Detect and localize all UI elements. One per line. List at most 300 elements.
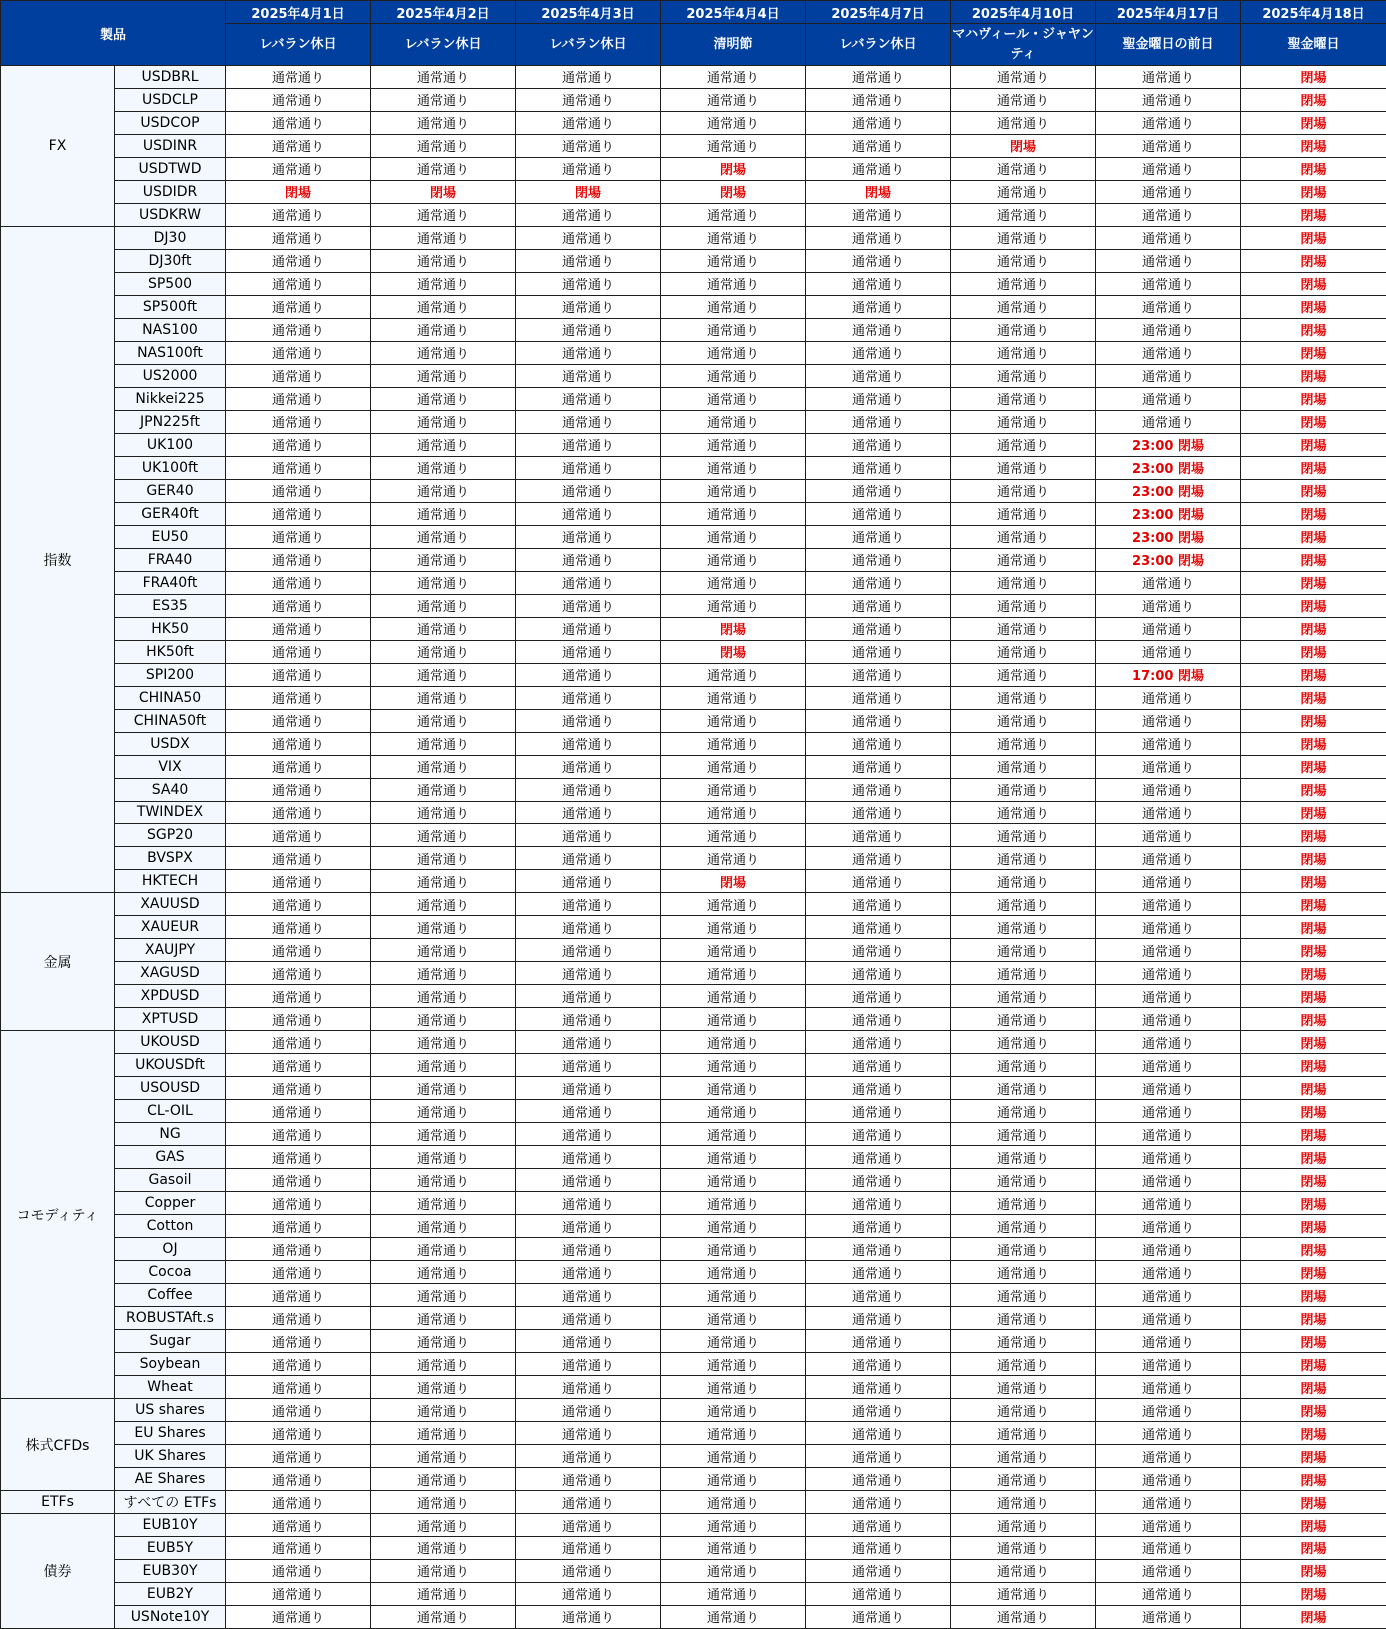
status-closed-cell: 閉場 (1241, 870, 1386, 893)
status-normal-cell: 通常通り (371, 548, 516, 571)
status-normal-cell: 通常通り (806, 525, 951, 548)
table-row (1, 1330, 1386, 1353)
status-normal-cell: 通常通り (516, 985, 661, 1008)
status-closed-cell: 閉場 (1241, 525, 1386, 548)
product-cell: EU Shares (115, 1422, 226, 1445)
status-normal-cell: 通常通り (516, 1491, 661, 1514)
status-closed-cell: 閉場 (1241, 1215, 1386, 1238)
status-normal-cell: 通常通り (226, 1445, 371, 1468)
table-row (1, 847, 1386, 870)
status-normal-cell: 通常通り (661, 1559, 806, 1582)
status-normal-cell: 通常通り (1096, 387, 1241, 410)
status-normal-cell: 通常通り (226, 387, 371, 410)
status-normal-cell: 通常通り (951, 1123, 1096, 1146)
status-normal-cell: 通常通り (951, 1054, 1096, 1077)
status-closed-cell: 閉場 (1241, 66, 1386, 89)
status-normal-cell: 通常通り (951, 870, 1096, 893)
status-normal-cell: 通常通り (806, 709, 951, 732)
table-row (1, 1215, 1386, 1238)
status-normal-cell: 通常通り (371, 203, 516, 226)
status-normal-cell: 通常通り (226, 870, 371, 893)
date-header: 2025年4月7日 (806, 1, 951, 24)
status-normal-cell: 通常通り (516, 571, 661, 594)
status-normal-cell: 通常通り (806, 226, 951, 249)
product-cell: DJ30 (115, 226, 226, 249)
status-closed-cell: 23:00 閉場 (1096, 456, 1241, 479)
status-normal-cell: 通常通り (661, 226, 806, 249)
table-row (1, 1559, 1386, 1582)
table-row (1, 410, 1386, 433)
status-closed-cell: 閉場 (1241, 1008, 1386, 1031)
table-row (1, 1537, 1386, 1560)
status-normal-cell: 通常通り (516, 1559, 661, 1582)
status-normal-cell: 通常通り (371, 479, 516, 502)
status-normal-cell: 通常通り (226, 272, 371, 295)
status-normal-cell: 通常通り (951, 1399, 1096, 1422)
status-normal-cell: 通常通り (226, 1582, 371, 1605)
product-cell: SA40 (115, 778, 226, 801)
status-normal-cell: 通常通り (661, 1077, 806, 1100)
status-normal-cell: 通常通り (661, 801, 806, 824)
status-normal-cell: 通常通り (951, 1491, 1096, 1514)
product-cell: USDINR (115, 134, 226, 157)
status-normal-cell: 通常通り (371, 847, 516, 870)
status-normal-cell: 通常通り (516, 617, 661, 640)
status-normal-cell: 通常通り (226, 916, 371, 939)
status-normal-cell: 通常通り (371, 1605, 516, 1628)
status-normal-cell: 通常通り (951, 847, 1096, 870)
status-normal-cell: 通常通り (1096, 1491, 1241, 1514)
status-normal-cell: 通常通り (516, 1100, 661, 1123)
status-normal-cell: 通常通り (516, 318, 661, 341)
status-normal-cell: 通常通り (371, 962, 516, 985)
status-normal-cell: 通常通り (371, 617, 516, 640)
table-row (1, 686, 1386, 709)
status-normal-cell: 通常通り (1096, 134, 1241, 157)
status-normal-cell: 通常通り (951, 456, 1096, 479)
status-closed-cell: 23:00 閉場 (1096, 525, 1241, 548)
status-normal-cell: 通常通り (226, 1353, 371, 1376)
status-normal-cell: 通常通り (661, 916, 806, 939)
status-normal-cell: 通常通り (951, 1238, 1096, 1261)
product-cell: Cocoa (115, 1261, 226, 1284)
status-closed-cell: 23:00 閉場 (1096, 433, 1241, 456)
status-normal-cell: 通常通り (1096, 1077, 1241, 1100)
status-closed-cell: 閉場 (661, 640, 806, 663)
status-closed-cell: 閉場 (1241, 226, 1386, 249)
status-normal-cell: 通常通り (661, 1468, 806, 1491)
status-closed-cell: 閉場 (1241, 364, 1386, 387)
product-cell: XAGUSD (115, 962, 226, 985)
status-normal-cell: 通常通り (951, 1353, 1096, 1376)
status-normal-cell: 通常通り (806, 1238, 951, 1261)
status-normal-cell: 通常通り (226, 88, 371, 111)
product-cell: BVSPX (115, 847, 226, 870)
status-normal-cell: 通常通り (661, 318, 806, 341)
status-normal-cell: 通常通り (1096, 88, 1241, 111)
status-normal-cell: 通常通り (951, 778, 1096, 801)
status-closed-cell: 閉場 (1241, 318, 1386, 341)
status-normal-cell: 通常通り (516, 456, 661, 479)
status-normal-cell: 通常通り (1096, 1559, 1241, 1582)
status-normal-cell: 通常通り (371, 456, 516, 479)
category-cell: コモディティ (1, 1031, 115, 1399)
status-normal-cell: 通常通り (226, 479, 371, 502)
status-normal-cell: 通常通り (226, 226, 371, 249)
product-cell: NG (115, 1123, 226, 1146)
status-closed-cell: 閉場 (1241, 1169, 1386, 1192)
status-normal-cell: 通常通り (661, 272, 806, 295)
status-normal-cell: 通常通り (951, 1605, 1096, 1628)
status-normal-cell: 通常通り (661, 1537, 806, 1560)
status-closed-cell: 閉場 (1241, 663, 1386, 686)
status-normal-cell: 通常通り (226, 111, 371, 134)
status-normal-cell: 通常通り (226, 824, 371, 847)
date-header: 2025年4月4日 (661, 1, 806, 24)
status-normal-cell: 通常通り (806, 939, 951, 962)
status-normal-cell: 通常通り (226, 755, 371, 778)
status-closed-cell: 閉場 (1241, 502, 1386, 525)
table-row (1, 663, 1386, 686)
status-normal-cell: 通常通り (226, 410, 371, 433)
product-cell: Coffee (115, 1284, 226, 1307)
status-normal-cell: 通常通り (371, 1514, 516, 1537)
table-row (1, 226, 1386, 249)
status-normal-cell: 通常通り (806, 916, 951, 939)
status-normal-cell: 通常通り (516, 272, 661, 295)
status-normal-cell: 通常通り (661, 709, 806, 732)
status-normal-cell: 通常通り (1096, 1605, 1241, 1628)
status-normal-cell: 通常通り (226, 1399, 371, 1422)
status-normal-cell: 通常通り (516, 1008, 661, 1031)
table-row (1, 1261, 1386, 1284)
status-normal-cell: 通常通り (371, 364, 516, 387)
status-closed-cell: 閉場 (1241, 893, 1386, 916)
table-row (1, 1238, 1386, 1261)
status-closed-cell: 23:00 閉場 (1096, 479, 1241, 502)
status-normal-cell: 通常通り (371, 66, 516, 89)
status-normal-cell: 通常通り (951, 1330, 1096, 1353)
status-normal-cell: 通常通り (951, 1192, 1096, 1215)
date-header: 2025年4月1日 (226, 1, 371, 24)
status-normal-cell: 通常通り (1096, 1422, 1241, 1445)
status-normal-cell: 通常通り (371, 1123, 516, 1146)
table-row (1, 916, 1386, 939)
status-closed-cell: 閉場 (1241, 617, 1386, 640)
status-normal-cell: 通常通り (371, 111, 516, 134)
status-normal-cell: 通常通り (806, 364, 951, 387)
product-cell: HK50 (115, 617, 226, 640)
status-normal-cell: 通常通り (806, 387, 951, 410)
status-normal-cell: 通常通り (661, 1261, 806, 1284)
status-normal-cell: 通常通り (1096, 1008, 1241, 1031)
status-normal-cell: 通常通り (661, 548, 806, 571)
status-normal-cell: 通常通り (1096, 1353, 1241, 1376)
status-normal-cell: 通常通り (371, 1582, 516, 1605)
status-normal-cell: 通常通り (226, 1605, 371, 1628)
status-normal-cell: 通常通り (1096, 1192, 1241, 1215)
status-normal-cell: 通常通り (226, 548, 371, 571)
status-normal-cell: 通常通り (661, 962, 806, 985)
status-normal-cell: 通常通り (371, 1445, 516, 1468)
status-normal-cell: 通常通り (1096, 341, 1241, 364)
status-normal-cell: 通常通り (1096, 709, 1241, 732)
status-normal-cell: 通常通り (1096, 1537, 1241, 1560)
table-row (1, 571, 1386, 594)
status-normal-cell: 通常通り (516, 157, 661, 180)
status-normal-cell: 通常通り (1096, 318, 1241, 341)
status-normal-cell: 通常通り (371, 134, 516, 157)
status-normal-cell: 通常通り (806, 1399, 951, 1422)
product-cell: Cotton (115, 1215, 226, 1238)
status-normal-cell: 通常通り (806, 410, 951, 433)
status-normal-cell: 通常通り (951, 824, 1096, 847)
status-closed-cell: 閉場 (1241, 1353, 1386, 1376)
status-normal-cell: 通常通り (371, 525, 516, 548)
status-normal-cell: 通常通り (661, 1031, 806, 1054)
status-closed-cell: 閉場 (1241, 1054, 1386, 1077)
status-closed-cell: 閉場 (1241, 1284, 1386, 1307)
status-closed-cell: 閉場 (1241, 1031, 1386, 1054)
status-normal-cell: 通常通り (226, 341, 371, 364)
status-normal-cell: 通常通り (661, 1238, 806, 1261)
status-closed-cell: 閉場 (1241, 824, 1386, 847)
status-normal-cell: 通常通り (951, 525, 1096, 548)
status-normal-cell: 通常通り (806, 962, 951, 985)
product-cell: USDTWD (115, 157, 226, 180)
status-normal-cell: 通常通り (1096, 755, 1241, 778)
status-normal-cell: 通常通り (661, 985, 806, 1008)
status-normal-cell: 通常通り (951, 571, 1096, 594)
table-row (1, 548, 1386, 571)
status-normal-cell: 通常通り (371, 1031, 516, 1054)
status-normal-cell: 通常通り (516, 778, 661, 801)
table-row (1, 1605, 1386, 1628)
status-normal-cell: 通常通り (806, 1491, 951, 1514)
status-normal-cell: 通常通り (1096, 1445, 1241, 1468)
status-normal-cell: 通常通り (951, 617, 1096, 640)
status-normal-cell: 通常通り (806, 1284, 951, 1307)
status-closed-cell: 閉場 (371, 180, 516, 203)
product-cell: SP500 (115, 272, 226, 295)
status-normal-cell: 通常通り (661, 364, 806, 387)
status-normal-cell: 通常通り (371, 1261, 516, 1284)
date-header: 2025年4月3日 (516, 1, 661, 24)
status-normal-cell: 通常通り (516, 1146, 661, 1169)
status-normal-cell: 通常通り (516, 709, 661, 732)
product-cell: FRA40ft (115, 571, 226, 594)
status-closed-cell: 閉場 (1241, 272, 1386, 295)
status-normal-cell: 通常通り (1096, 778, 1241, 801)
status-normal-cell: 通常通り (516, 1468, 661, 1491)
status-normal-cell: 通常通り (226, 1514, 371, 1537)
status-normal-cell: 通常通り (516, 410, 661, 433)
status-normal-cell: 通常通り (806, 456, 951, 479)
holiday-name-header: 聖金曜日 (1241, 24, 1386, 66)
product-cell: Gasoil (115, 1169, 226, 1192)
status-closed-cell: 閉場 (1241, 755, 1386, 778)
status-closed-cell: 閉場 (1241, 1491, 1386, 1514)
status-closed-cell: 閉場 (1241, 433, 1386, 456)
table-row (1, 1054, 1386, 1077)
status-normal-cell: 通常通り (371, 272, 516, 295)
status-normal-cell: 通常通り (951, 88, 1096, 111)
status-normal-cell: 通常通り (1096, 1330, 1241, 1353)
product-cell: FRA40 (115, 548, 226, 571)
status-closed-cell: 閉場 (1241, 1123, 1386, 1146)
status-normal-cell: 通常通り (806, 318, 951, 341)
status-normal-cell: 通常通り (226, 1284, 371, 1307)
status-normal-cell: 通常通り (226, 433, 371, 456)
product-cell: Nikkei225 (115, 387, 226, 410)
status-closed-cell: 閉場 (1241, 456, 1386, 479)
status-normal-cell: 通常通り (371, 433, 516, 456)
status-normal-cell: 通常通り (226, 617, 371, 640)
status-closed-cell: 閉場 (1241, 1238, 1386, 1261)
status-normal-cell: 通常通り (661, 502, 806, 525)
status-normal-cell: 通常通り (226, 640, 371, 663)
status-normal-cell: 通常通り (226, 295, 371, 318)
product-cell: HKTECH (115, 870, 226, 893)
table-row (1, 1077, 1386, 1100)
status-normal-cell: 通常通り (806, 1192, 951, 1215)
table-row (1, 318, 1386, 341)
status-closed-cell: 閉場 (1241, 134, 1386, 157)
table-row (1, 801, 1386, 824)
status-normal-cell: 通常通り (951, 295, 1096, 318)
product-cell: USDCOP (115, 111, 226, 134)
status-normal-cell: 通常通り (516, 1537, 661, 1560)
table-row (1, 134, 1386, 157)
status-closed-cell: 閉場 (1241, 1422, 1386, 1445)
status-normal-cell: 通常通り (661, 1514, 806, 1537)
product-cell: OJ (115, 1238, 226, 1261)
status-normal-cell: 通常通り (951, 1261, 1096, 1284)
table-row (1, 66, 1386, 89)
status-normal-cell: 通常通り (806, 341, 951, 364)
status-normal-cell: 通常通り (226, 157, 371, 180)
status-normal-cell: 通常通り (951, 249, 1096, 272)
product-cell: USNote10Y (115, 1605, 226, 1628)
status-closed-cell: 23:00 閉場 (1096, 502, 1241, 525)
status-normal-cell: 通常通り (806, 502, 951, 525)
status-normal-cell: 通常通り (1096, 1031, 1241, 1054)
status-normal-cell: 通常通り (661, 1605, 806, 1628)
status-normal-cell: 通常通り (371, 640, 516, 663)
status-normal-cell: 通常通り (516, 433, 661, 456)
status-normal-cell: 通常通り (371, 594, 516, 617)
status-closed-cell: 閉場 (1241, 1468, 1386, 1491)
category-cell: 株式CFDs (1, 1399, 115, 1491)
status-closed-cell: 閉場 (1241, 548, 1386, 571)
product-cell: NAS100ft (115, 341, 226, 364)
table-row (1, 1445, 1386, 1468)
table-row (1, 1031, 1386, 1054)
status-closed-cell: 閉場 (1241, 732, 1386, 755)
status-normal-cell: 通常通り (516, 1582, 661, 1605)
status-normal-cell: 通常通り (661, 1422, 806, 1445)
status-normal-cell: 通常通り (226, 686, 371, 709)
product-cell: EU50 (115, 525, 226, 548)
status-normal-cell: 通常通り (371, 157, 516, 180)
status-normal-cell: 通常通り (806, 1582, 951, 1605)
product-cell: USDKRW (115, 203, 226, 226)
status-normal-cell: 通常通り (661, 295, 806, 318)
status-normal-cell: 通常通り (516, 847, 661, 870)
status-normal-cell: 通常通り (371, 226, 516, 249)
status-normal-cell: 通常通り (951, 893, 1096, 916)
status-normal-cell: 通常通り (806, 157, 951, 180)
status-normal-cell: 通常通り (661, 88, 806, 111)
status-normal-cell: 通常通り (516, 686, 661, 709)
status-normal-cell: 通常通り (806, 1261, 951, 1284)
status-normal-cell: 通常通り (951, 1031, 1096, 1054)
status-normal-cell: 通常通り (371, 341, 516, 364)
status-normal-cell: 通常通り (371, 686, 516, 709)
status-closed-cell: 閉場 (1241, 1559, 1386, 1582)
table-row (1, 88, 1386, 111)
status-normal-cell: 通常通り (226, 1330, 371, 1353)
product-cell: GER40ft (115, 502, 226, 525)
status-normal-cell: 通常通り (661, 134, 806, 157)
status-normal-cell: 通常通り (1096, 226, 1241, 249)
status-normal-cell: 通常通り (516, 341, 661, 364)
status-normal-cell: 通常通り (226, 1261, 371, 1284)
status-normal-cell: 通常通り (226, 571, 371, 594)
table-row (1, 249, 1386, 272)
status-normal-cell: 通常通り (371, 249, 516, 272)
status-closed-cell: 閉場 (1241, 410, 1386, 433)
table-row (1, 709, 1386, 732)
status-normal-cell: 通常通り (516, 226, 661, 249)
status-normal-cell: 通常通り (516, 1376, 661, 1399)
table-row (1, 295, 1386, 318)
status-normal-cell: 通常通り (806, 203, 951, 226)
status-normal-cell: 通常通り (226, 985, 371, 1008)
status-normal-cell: 通常通り (516, 1031, 661, 1054)
category-cell: ETFs (1, 1491, 115, 1514)
status-normal-cell: 通常通り (371, 778, 516, 801)
status-normal-cell: 通常通り (226, 801, 371, 824)
status-normal-cell: 通常通り (951, 686, 1096, 709)
table-row (1, 824, 1386, 847)
status-normal-cell: 通常通り (516, 1238, 661, 1261)
status-normal-cell: 通常通り (661, 341, 806, 364)
holiday-name-header: マハヴィール・ジャヤンティ (951, 24, 1096, 66)
status-normal-cell: 通常通り (516, 1123, 661, 1146)
status-normal-cell: 通常通り (661, 479, 806, 502)
product-cell: DJ30ft (115, 249, 226, 272)
status-normal-cell: 通常通り (951, 939, 1096, 962)
status-normal-cell: 通常通り (1096, 157, 1241, 180)
status-normal-cell: 通常通り (1096, 249, 1241, 272)
status-normal-cell: 通常通り (806, 1031, 951, 1054)
status-normal-cell: 通常通り (806, 1307, 951, 1330)
status-normal-cell: 通常通り (806, 1445, 951, 1468)
status-normal-cell: 通常通り (806, 1537, 951, 1560)
status-normal-cell: 通常通り (371, 1100, 516, 1123)
status-normal-cell: 通常通り (951, 732, 1096, 755)
status-normal-cell: 通常通り (661, 1215, 806, 1238)
status-normal-cell: 通常通り (806, 1100, 951, 1123)
status-normal-cell: 通常通り (516, 525, 661, 548)
status-normal-cell: 通常通り (661, 433, 806, 456)
status-normal-cell: 通常通り (951, 341, 1096, 364)
status-normal-cell: 通常通り (951, 594, 1096, 617)
status-normal-cell: 通常通り (371, 1307, 516, 1330)
product-cell: HK50ft (115, 640, 226, 663)
status-normal-cell: 通常通り (371, 1559, 516, 1582)
